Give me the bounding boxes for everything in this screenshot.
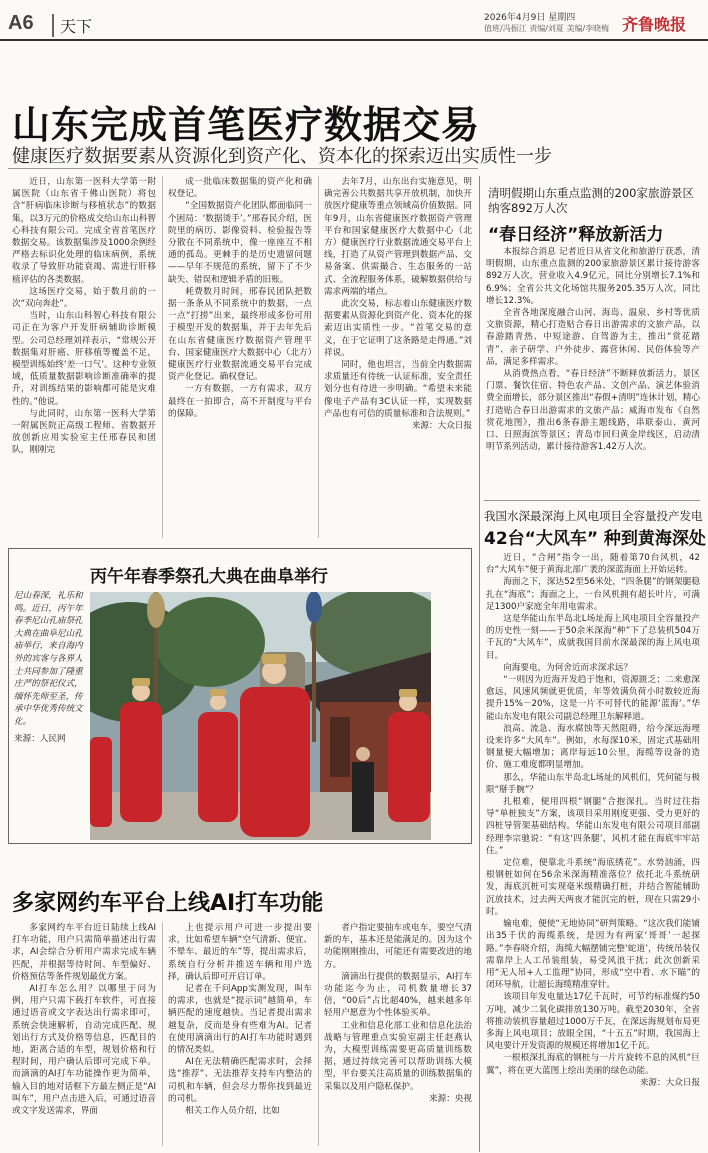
paragraph: 本报综合消息 记者近日从省文化和旅游厅获悉，清明假期，山东重点监测的200家旅游景区累计接待游客892万人次，营业收入4.9亿元，同比分别增长7.1%和6.9%；全省公共文化场馆共服务205.35万人次，同比增长12.3%。 [486,247,700,306]
paragraph: 成一批临床数据集的资产化和确权登记。 [168,177,312,200]
paragraph: 来源：央视 [429,1093,472,1104]
paragraph: 者户指定要抽车或电车，要空气清新的车，基本还是能满足的。因为这个功能刚刚推出，可能还有需要改进的地方。 [324,923,472,970]
paragraph: 当时，山东山科智心科技有限公司正在为客户开发肝病辅助诊断模型。公司总经理刘祥表示，“常规公开数据集对肝癌、肝移植等覆盖不足，模型训练始终‘差一口气’。这种专业领域，低质量数据影响诊断准确率的提升，对训练结果的影响都可能是灾难性的。”他说。 [12,311,156,407]
ai-taxi-column-1 [12,922,156,1148]
spring-headline: “春日经济”释放新活力 [488,225,664,245]
spring-body [486,246,700,490]
paragraph: AI打车怎么用？以哪里于问为例，用户只需下载打车软件，可直接通过语音或文字表达出行需求即可，系统会快速解析，自动完成匹配、规划出行方式及价格等信息，匹配目的地，距离合适的车型，规划价格和行程时间，用户确认后即可完成下单。而滴滴的AI打车功能操作更为简单，输入目的地对话框下方最左侧正是“AI叫车”，用户点击进入后，可通过语音或文字发送需求，界面 [12,984,156,1117]
paragraph: 近日，山东第一医科大学第一附属医院（山东省千佛山医院）将包含“肝病临床诊断与移植状态”的数据集，以3万元的价格成交给山东山科智心科技有限公司。完成全省首笔医疗数据交易。该数据集涉及1000余例经严格去标识化处理的临床病例，系统收录了导致肝功能衰竭、需进行肝移植评估的各类数据。 [12,177,156,285]
editor-credits: 值班/冯振江 责编/刘夏 美编/李晓梅 [484,24,610,33]
header-divider [0,39,708,41]
paragraph: 扎根难，便用四根“钢腿”合抱深扎。当时过往指导“单桩独支”方案，该项目采用刚度更强、受力更好的四桩导管架基础结构。华能山东发电有限公司项目部副经理李宗驰说：“有这‘四条腿’，风机才能在海底牢牢站住。” [486,797,700,856]
paragraph: “全国数据资产化团队都面临同一个困局：‘数据烫手’。”邢春民介绍，医院里的病历、影像资料、检验报告等分散在不同系统中，像一座座互不相通的孤岛。更棘手的是历史遗留问题——早年不规范的系统，留下了不少缺失、错误和逻辑矛盾的旧账。 [168,201,312,285]
photo-feature-title: 丙午年春季祭孔大典在曲阜举行 [90,567,328,587]
paragraph: 一根根深扎海底的钢桩与一片片旋转不息的风机“巨翼”，将在更大蓝图上绘出美丽的绿色动能。 [486,1053,700,1076]
section-name: 天下 [52,14,92,37]
paragraph: 一方有数据，一方有需求，双方最终在一拍即合，高不开制度与平台的保障。 [168,384,312,419]
paragraph: 来源：大众日报 [411,421,472,432]
paragraph: 上也提示用户可进一步提出要求，比如希望车辆“空气清新、便宜、不晕车、最近的车”等，提出需求后，系统自行分析并推送车辆和用户选择，确认后即可开启订单。 [168,923,312,982]
paragraph: 同时，他也坦言，当前全内数据需求质量还有待统一认证标准，安全责任划分也有待进一步明确。“希望未来能像电子产品有3C认证一样，实现数据产品也有可信的质量标准和合法规则。” [324,360,472,419]
page-number: A6 [8,12,34,34]
paragraph: 那么，华能山东半岛北L场址的风机们，凭何能与极限“掰手腕”？ [486,772,700,795]
paragraph: 定位难，便靠北斗系统“海底绣花”。水势汹涌，四根钢桩如何在56余米深海精准落位？依托北斗系统研发，海底沉桩可实现毫米级精确打桩，并结合智能辅助沉放技术，过去两天两夜才能沉完的桩，现在只需29小时。 [486,858,700,917]
lead-column-3 [324,176,472,542]
ai-taxi-column-2 [168,922,312,1148]
paragraph: 来源：大众日报 [639,1077,700,1088]
paragraph: “一则因为近海开发趋于饱和，资源匮乏；二来愈深愈远，风速风频就更优质，年等效满负荷小时数较近海提升15%－20%，这是一片不可替代的能源‘蓝海’。”华能山东发电有限公司副总经理卫东解释道。 [486,675,700,722]
wind-kicker: 我国水深最深海上风电项目全容量投产发电 [484,509,703,523]
section-rule [484,500,700,501]
paragraph: 去年7月，山东出台实施意见，明确完善公共数据共享开放机制，加快开放医疗健康等重点领域高价值数据。同年9月，山东省健康医疗数据资产管理平台和国家健康医疗大数据中心（北方）健康医疗行业数据流通交易平台上线，打造了从资产管理到数据产品、交易备案、供需撮合、生态服务的一站式、全流程服务体系，破解数据供给与需求两端的堵点。 [324,177,472,297]
photo-source: 来源：人民网 [14,733,66,744]
paragraph: 向海要电，为何舍近而求深求远？ [503,662,633,673]
lead-column-2 [168,176,312,542]
paragraph: 这是华能山东半岛北L场址海上风电项目全容量投产的历史性一刻——于50余米深海“种”下了总装机504万千瓦的“大风车”，成就我国目前水深最深的海上风电项目。 [486,614,700,661]
paragraph: 浪高、流急、海水腐蚀等天然阻碍，给今深远海埋设来许多“大风车”。例如，水每深10米，固定式基础用钢量便大幅增加；离岸每远10公里，海缆等设备的造价、施工难度都明显增加。 [486,723,700,771]
column-divider [318,922,319,1146]
paragraph: 记者在千问App实测发现，叫车的需求，也就是“提示词”越简单，车辆匹配的速度越快。当记者提出需求越复杂，反而是身有些难为AI。记者在使用滴滴出行的AI打车功能时遇到的情况类似。 [168,984,312,1056]
lead-column-1 [12,176,156,542]
issue-date: 2026年4月9日 星期四 [484,13,576,23]
paragraph: 滴滴出行提供的数据显示，AI打车功能迄今为止，司机数量增长37倍，“00后”占比超40%，越来越多年轻用户愿意为个性体验买单。 [324,971,472,1019]
paragraph: 近日，“合闸”指令一出，随着第70台风机，42台“大风车”便于黄海北部广袤的深蓝海面上开始运转。 [486,553,700,576]
spring-kicker: 清明假期山东重点监测的200家旅游景区纳客892万人次 [488,186,694,215]
paragraph: 这场医疗交易，始于数月前的一次“双向奔赴”。 [12,286,156,310]
ceremony-photo [90,592,431,840]
masthead-logo: 齐鲁晚报 [622,15,687,34]
wind-headline: 42台“大风车” 种到黄海深处 [484,529,706,549]
lead-rule [8,168,478,169]
paragraph: 该项目年发电量达17亿千瓦时，可节约标准煤约50万吨，减少二氧化碳排放130万吨。截至2030年，全省将推动装机容量超过1000万千瓦，在深远海规划布局更多海上风电项目；放眼全国，“十五五”时期，我国海上风电要计开发资源的规模还将增加1亿千瓦。 [486,992,700,1052]
paragraph: 多家网约车平台近日陆续上线AI打车功能，用户只需简单描述出行需求，AI会综合分析用户需求完成车辆匹配，并根据等待时间、车型偏好、价格预估等条件规划最优方案。 [12,923,156,982]
right-column-divider [479,176,480,1152]
ai-taxi-column-3 [324,922,472,1148]
column-divider [162,922,163,1146]
paragraph: 耗费数月时间，邢春民团队把数据一条条从不同系统中的数据，一点一点“打捞”出来，最终形成多份可用于模型开发的数据集，并于去年先后在山东省健康医疗数据资产管理平台、国家健康医疗大数据中心（北方）健康医疗行业数据流通交易平台完成资产化登记、确权登记。 [168,286,312,383]
photo-caption [14,590,88,842]
paragraph: 此次交易，标志着山东健康医疗数据要素从资源化到资产化、资本化的探索迈出实质性一步。“首笔交易的意义，在于它证明了这条路是走得通。”刘祥说。 [324,299,472,358]
paragraph: 相关工作人员介绍，比如 [185,1106,280,1117]
paragraph: 与此同时，山东第一医科大学第一附属医院正高级工程师、省数据开放创新应用实验室主任邢春民和团队，刚刚完 [12,408,156,456]
paragraph: 工业和信息化部工业和信息化法治战略与管理重点实验室副主任赵燕认为，大模型训练需要更高质量训练数据，通过持续完善可以帮助训练大模型，平台要关注高质量的训练数据集的采集以及用户隐私保护。 [324,1020,472,1092]
column-divider [162,176,163,538]
paragraph: 海面之下，深达52至56米处，“四条腿”的钢架腿稳扎在“海底”；海面之上，一台风机拥有超长叶片，可满足1300户家庭全年用电需求。 [486,577,700,612]
column-divider [318,176,319,538]
lead-subheadline: 健康医疗数据要素从资源化到资产化、资本化的探索迈出实质性一步 [12,146,552,167]
paragraph: 从消费热点看，“春日经济”不断释放新活力，景区门票、餐饮住宿、特色农产品、文创产品、演艺体验消费全面增长，部分景区推出“春假+清明”连休计划，精心打造贴合春日出游需求的文旅产品；威海市发布《自然赏花地图》，推出6条春游主题线路，串联泰山、黄河口、日照海滨等景区；青岛市回归黄金岸线区，启动清明节系列活动，累计接待游客1.42万人次。 [486,369,700,453]
lead-headline: 山东完成首笔医疗数据交易 [12,103,481,147]
paragraph: 全省各地深度融合山河、海岛、温泉、乡村等优质文旅资源，精心打造贴合春日出游需求的文旅产品，以春游踏青热、中短途游、自驾游为主，推出“赏花踏青”、亲子研学、户外徒步、露营休闲、民俗体验等产品，满足多样需求。 [486,308,700,367]
photo-caption-text: 尼山春深，礼乐和鸣。近日，丙午年春季尼山孔庙祭孔大典在曲阜尼山孔庙举行，来自海内外的宾客与各界人士共同参加了隆重庄严的祭祀仪式，缅怀先师至圣，传承中华优秀传统文化。 [14,591,83,727]
paragraph: 输电难，便使“无地协同”研判策略。“这次我们能铺出35千伏的海缆系统，是因为有两家‘哥哥’一起探路。”李春晓介绍，海缆大幅摆铺完整‘蛇道’，传统吊装仅需靠岸上人工吊装组装，易受风浪干扰；此次创新采用“无人吊+人工监理”协同，形成“空中看、水下瞄”的闭环导航，让超长海缆精准穿针。 [486,919,700,991]
wind-body [486,552,700,1148]
ai-taxi-headline: 多家网约车平台上线AI打车功能 [12,891,324,916]
paragraph: AI在无法精确匹配需求时，会择选“推荐”、无法推荐支持车内整洁的司机和车辆，但会尽力帮你找到最近的司机。 [168,1057,312,1104]
